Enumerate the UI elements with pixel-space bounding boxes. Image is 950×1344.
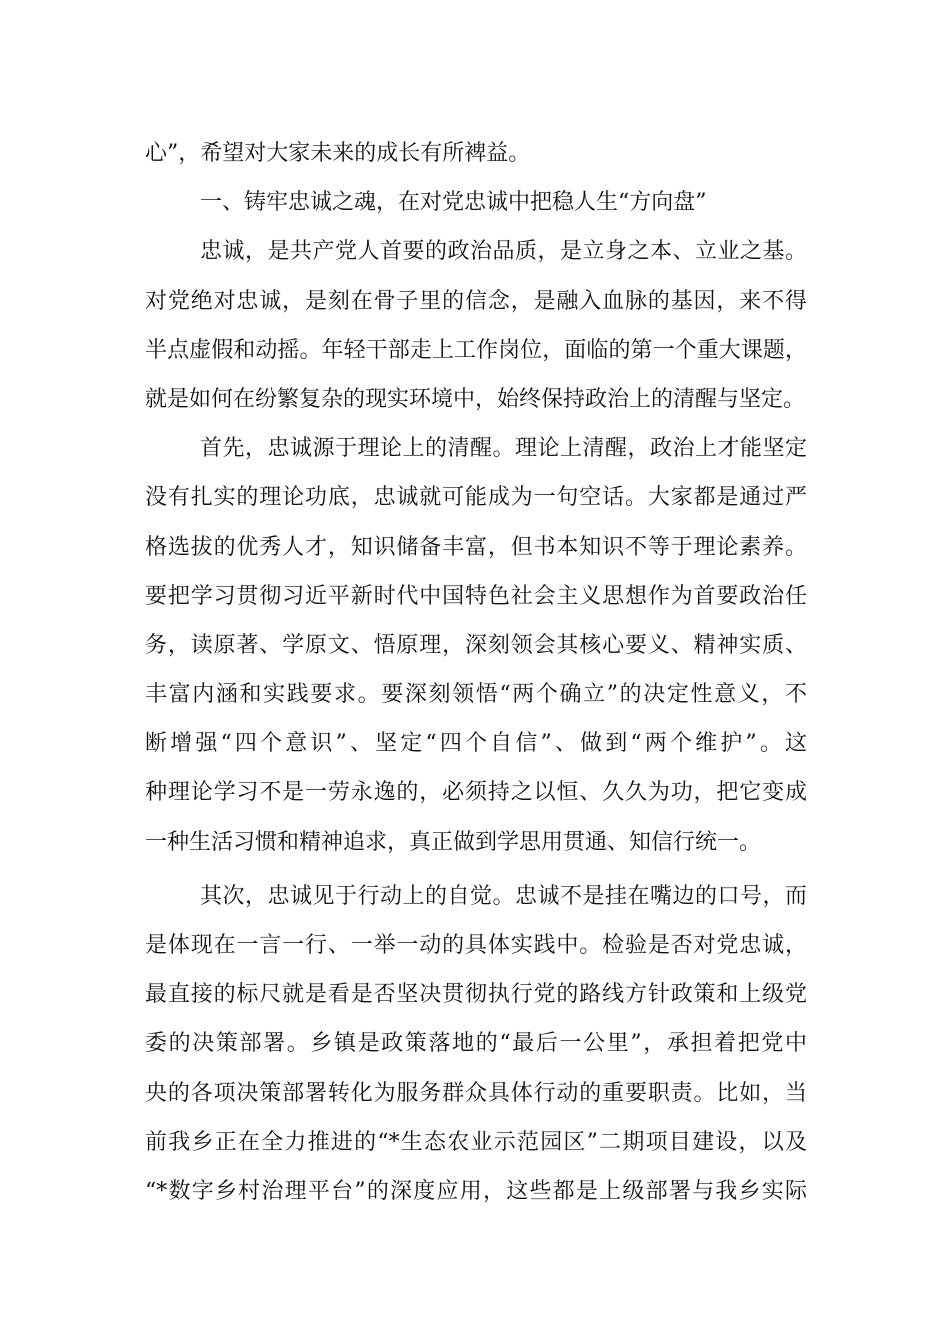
text-line: 首先，忠诚源于理论上的清醒。理论上清醒，政治上才能坚定 bbox=[200, 436, 807, 462]
text-line: 就是如何在纷繁复杂的现实环境中，始终保持政治上的清醒与坚定。 bbox=[145, 386, 806, 412]
text-line: 其次，忠诚见于行动上的自觉。忠诚不是挂在嘴边的口号，而 bbox=[200, 883, 807, 909]
text-line: 对党绝对忠诚，是刻在骨子里的信念，是融入血脉的基因，来不得 bbox=[145, 288, 807, 314]
text-line: 一、铸牢忠诚之魂，在对党忠诚中把稳人生“方向盘” bbox=[200, 190, 707, 216]
text-line: 半点虚假和动摇。年轻干部走上工作岗位，面临的第一个重大课题， bbox=[145, 337, 807, 363]
text-line: 没有扎实的理论功底，忠诚就可能成为一句空话。大家都是通过严 bbox=[145, 485, 807, 511]
section-heading bbox=[145, 178, 807, 227]
text-line: 格选拔的优秀人才，知识储备丰富，但书本知识不等于理论素养。 bbox=[145, 534, 807, 560]
text-line: 委的决策部署。乡镇是政策落地的“最后一公里”，承担着把党中 bbox=[145, 1031, 807, 1057]
paragraph bbox=[145, 424, 807, 867]
text-line: 是体现在一言一行、一举一动的具体实践中。检验是否对党忠诚， bbox=[145, 933, 807, 958]
text-line: 一种生活习惯和精神追求，真正做到学思用贯通、知信行统一。 bbox=[145, 829, 762, 855]
text-line: 最直接的标尺就是看是否坚决贯彻执行党的路线方针政策和上级党 bbox=[145, 982, 807, 1008]
text-line: 前我乡正在全力推进的“*生态农业示范园区”二期项目建设，以及 bbox=[145, 1129, 807, 1155]
paragraph bbox=[145, 227, 807, 424]
text-line: 务，读原著、学原文、悟原理，深刻领会其核心要义、精神实质、 bbox=[145, 632, 807, 658]
text-line: 要把学习贯彻习近平新时代中国特色社会主义思想作为首要政治任 bbox=[145, 583, 807, 609]
text-line: 种理论学习不是一劳永逸的，必须持之以恒、久久为功，把它变成 bbox=[145, 780, 807, 806]
paragraph bbox=[145, 872, 807, 1216]
text-line: “*数字乡村治理平台”的深度应用，这些都是上级部署与我乡实际 bbox=[145, 1178, 807, 1204]
text-line: 心”，希望对大家未来的成长有所裨益。 bbox=[145, 141, 531, 166]
text-line: 断增强“四个意识”、坚定“四个自信”、做到“两个维护”。这 bbox=[145, 731, 807, 757]
paragraph bbox=[145, 129, 807, 178]
text-line: 忠诚，是共产党人首要的政治品质，是立身之本、立业之基。 bbox=[200, 239, 807, 265]
text-line: 丰富内涵和实践要求。要深刻领悟“两个确立”的决定性意义，不 bbox=[145, 682, 807, 708]
document-page bbox=[145, 129, 807, 1216]
text-line: 央的各项决策部署转化为服务群众具体行动的重要职责。比如，当 bbox=[145, 1080, 807, 1106]
